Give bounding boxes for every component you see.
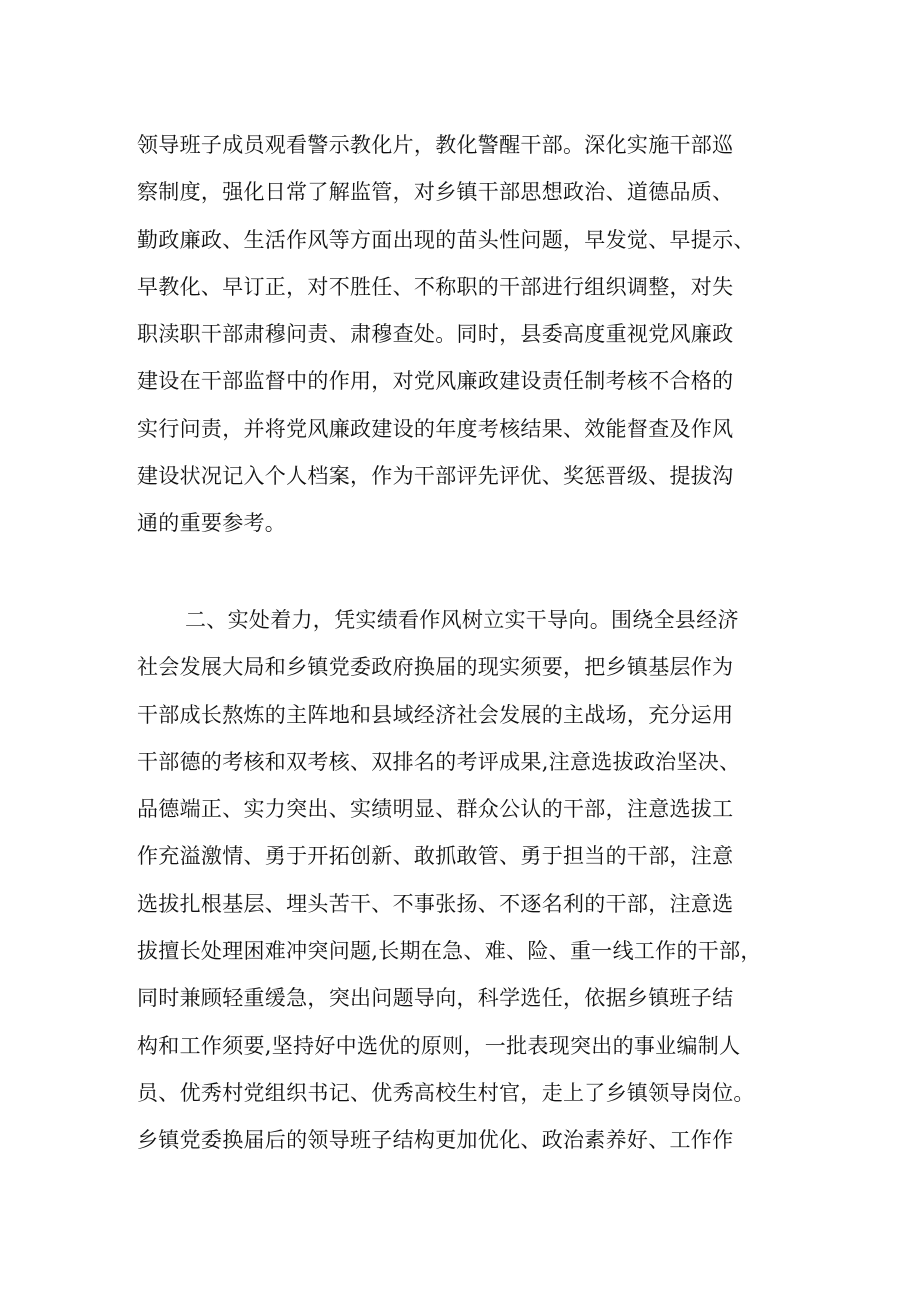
text-line: 拔擅长处理困难冲突问题,长期在急、难、险、重一线工作的干部，	[137, 939, 762, 964]
text-line: 建设状况记入个人档案，作为干部评先评优、奖惩晋级、提拔沟	[137, 464, 734, 489]
text-line: 干部德的考核和双考核、双排名的考评成果,注意选拔政治坚决、	[137, 749, 741, 774]
text-line: 作充溢激情、勇于开拓创新、敢抓敢管、勇于担当的干部，注意	[137, 844, 734, 869]
text-line: 早教化、早订正，对不胜任、不称职的干部进行组织调整，对失	[137, 274, 734, 299]
text-line: 建设在干部监督中的作用，对党风廉政建设责任制考核不合格的	[137, 369, 734, 394]
text-line: 选拔扎根基层、埋头苦干、不事张扬、不逐名利的干部，注意选	[137, 891, 734, 916]
paragraph-1	[137, 122, 817, 548]
text-line: 品德端正、实力突出、实绩明显、群众公认的干部，注意选拔工	[137, 797, 734, 822]
text-line: 构和工作须要,坚持好中选优的原则，一批表现突出的事业编制人	[137, 1033, 741, 1058]
text-line: 通的重要参考。	[137, 511, 287, 536]
text-line: 勤政廉政、生活作风等方面出现的苗头性问题，早发觉、早提示、	[137, 227, 755, 252]
text-line-indented: 二、实处着力，凭实绩看作风树立实干导向。围绕全县经济	[185, 608, 739, 632]
text-line: 实行问责，并将党风廉政建设的年度考核结果、效能督查及作风	[137, 416, 734, 441]
text-line: 社会发展大局和乡镇党委政府换届的现实须要，把乡镇基层作为	[137, 655, 734, 680]
text-line: 领导班子成员观看警示教化片，教化警醒干部。深化实施干部巡	[137, 133, 734, 157]
text-line: 干部成长熬炼的主阵地和县域经济社会发展的主战场，充分运用	[137, 702, 734, 727]
text-line: 察制度，强化日常了解监管，对乡镇干部思想政治、道德品质、	[137, 180, 734, 205]
text-line: 乡镇党委换届后的领导班子结构更加优化、政治素养好、工作作	[137, 1128, 734, 1153]
paragraph-2	[137, 597, 817, 1165]
text-line: 员、优秀村党组织书记、优秀高校生村官，走上了乡镇领导岗位。	[137, 1080, 755, 1105]
text-line: 同时兼顾轻重缓急，突出问题导向，科学选任，依据乡镇班子结	[137, 986, 734, 1011]
text-line: 职渎职干部肃穆问责、肃穆查处。同时，县委高度重视党风廉政	[137, 322, 734, 347]
